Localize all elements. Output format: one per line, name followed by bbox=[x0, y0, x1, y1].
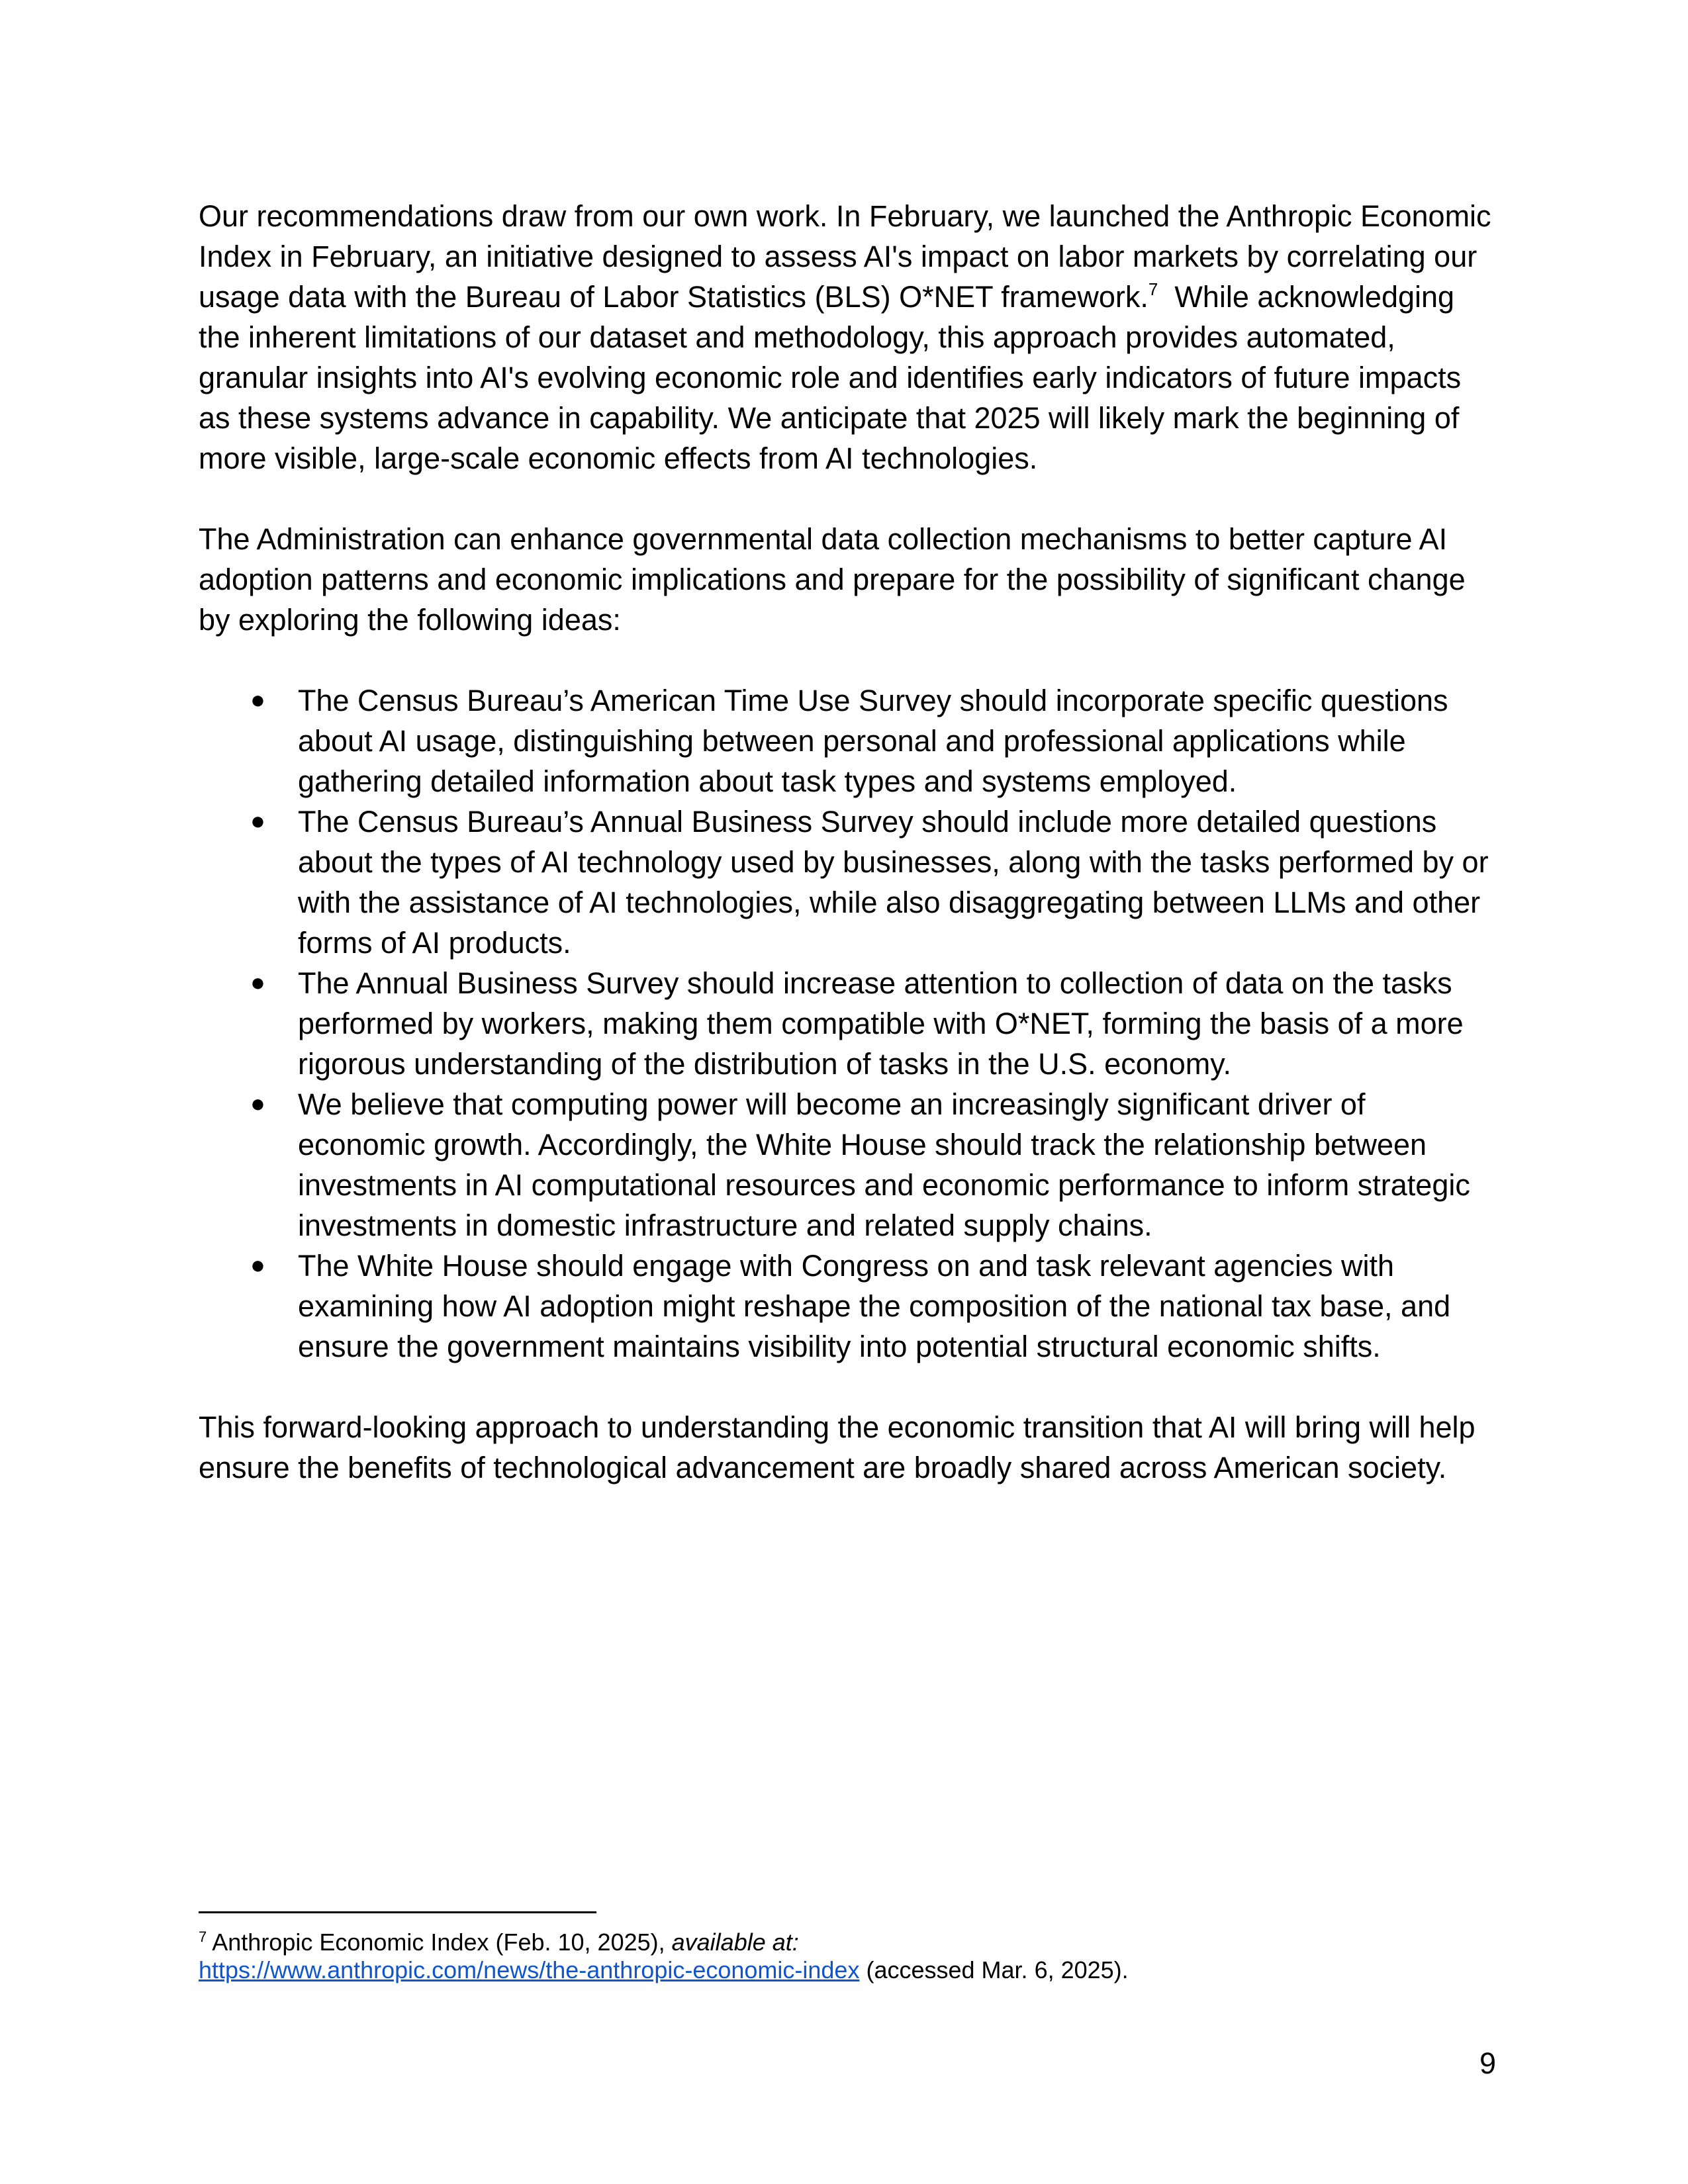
paragraph-conclusion: This forward-looking approach to understanding the economic transition that AI will bring will help ensure the benefits of technological advancement are broadly shared across American society. bbox=[199, 1410, 1476, 1484]
paragraph-recommendations bbox=[199, 196, 1496, 478]
list-item bbox=[199, 1246, 1496, 1367]
bullet-dot-icon: ● bbox=[250, 1251, 265, 1279]
list-item-text: The White House should engage with Congress on and task relevant agencies with examining how AI adoption might reshape the composition of the national tax base, and ensure the government maintains visibility into potential structural economic shifts. bbox=[298, 1249, 1451, 1363]
list-item bbox=[199, 1084, 1496, 1246]
paragraph-recommendations-tail: While acknowledging the inherent limitations of our dataset and methodology, this approach provides automated, granular insights into AI's evolving economic role and identifies early indicators of future impacts as these systems advance in capability. We anticipate that 2025 will likely mark the beginning of more visible, large-scale economic effects from AI technologies. bbox=[199, 280, 1470, 475]
list-item bbox=[199, 801, 1496, 963]
footnote-marker: 7 bbox=[199, 1929, 207, 1945]
paragraph-administration: The Administration can enhance governmental data collection mechanisms to better capture AI adoption patterns and economic implications and prepare for the possibility of significant change by exploring the following ideas: bbox=[199, 522, 1466, 637]
paragraph-spacer bbox=[199, 640, 1496, 680]
page-number: 9 bbox=[1479, 2046, 1496, 2080]
footnote-7 bbox=[199, 1929, 1496, 1984]
list-item bbox=[199, 963, 1496, 1084]
list-item-text: The Census Bureau’s Annual Business Survey should include more detailed questions about the types of AI technology used by businesses, along with the tasks performed by or with the assistance of AI technologies, while also disaggregating between LLMs and other forms of AI products. bbox=[298, 805, 1489, 960]
list-item-text: The Annual Business Survey should increase attention to collection of data on the tasks performed by workers, making them compatible with O*NET, forming the basis of a more rigorous understanding of the distribution of tasks in the U.S. economy. bbox=[298, 966, 1464, 1081]
footnote-tail: (accessed Mar. 6, 2025). bbox=[859, 1956, 1129, 1983]
bullet-dot-icon: ● bbox=[250, 807, 265, 835]
bullet-dot-icon: ● bbox=[250, 1090, 265, 1118]
paragraph-spacer bbox=[199, 478, 1496, 519]
body-text bbox=[199, 196, 1496, 1488]
list-item bbox=[199, 680, 1496, 801]
footnote-reference-7[interactable]: 7 bbox=[1148, 279, 1158, 299]
footnote-separator bbox=[199, 1911, 596, 1913]
footnote-italic-text: available at: bbox=[671, 1929, 799, 1956]
paragraph-recommendations-text: Our recommendations draw from our own work. In February, we launched the Anthropic Economic Index in February, an initiative designed to assess AI's impact on labor markets by correlating our usage data with the Bureau of Labor Statistics (BLS) O*NET framework. bbox=[199, 199, 1491, 314]
list-item-text: The Census Bureau’s American Time Use Survey should incorporate specific questions about AI usage, distinguishing between personal and professional applications while gathering detailed information about task types and systems employed. bbox=[298, 684, 1448, 798]
paragraph-spacer bbox=[199, 1367, 1496, 1407]
ideas-bullet-list bbox=[199, 680, 1496, 1367]
bullet-dot-icon: ● bbox=[250, 969, 265, 997]
list-item-text: We believe that computing power will become an increasingly significant driver of economic growth. Accordingly, the White House should track the relationship between investments in AI computational resources and economic performance to inform strategic investments in domestic infrastructure and related supply chains. bbox=[298, 1087, 1470, 1242]
footnote-link[interactable]: https://www.anthropic.com/news/the-anthropic-economic-index bbox=[199, 1956, 860, 1983]
bullet-dot-icon: ● bbox=[250, 686, 265, 714]
footnote-text: Anthropic Economic Index (Feb. 10, 2025), bbox=[207, 1929, 672, 1956]
